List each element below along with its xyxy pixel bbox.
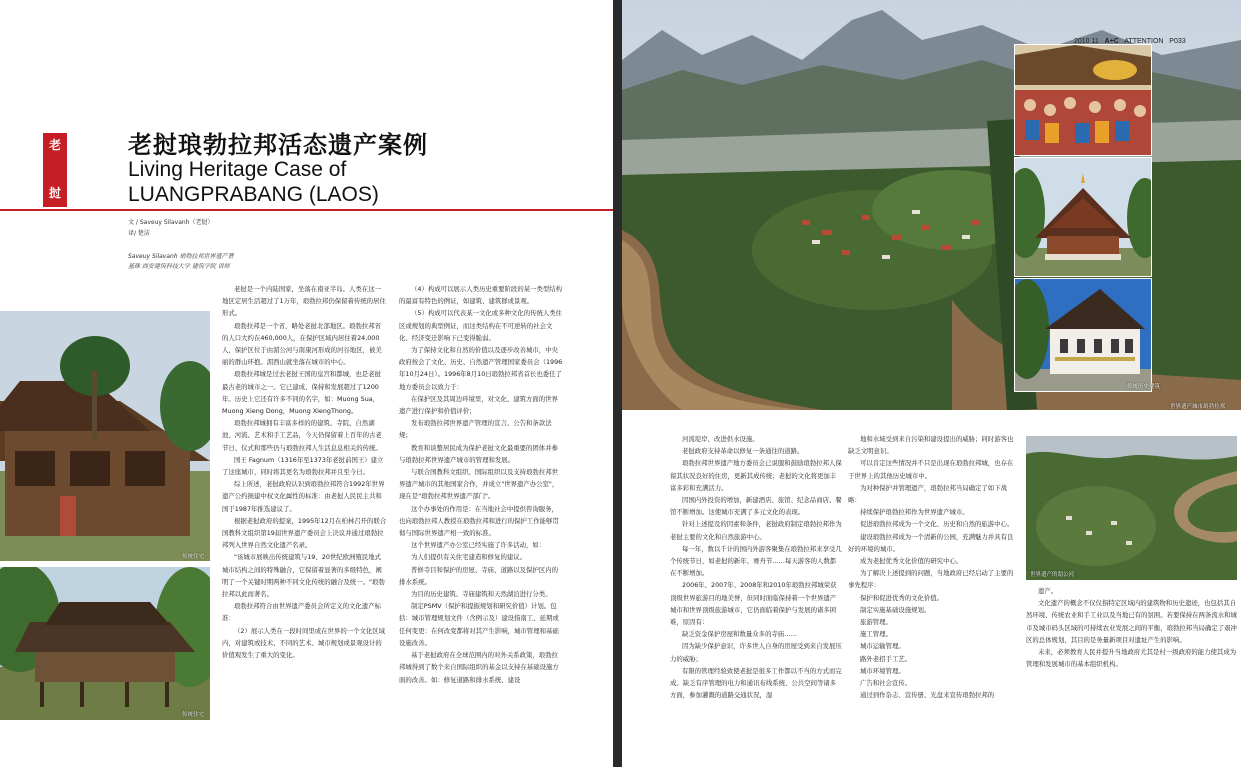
left-text-column-2 [399,283,564,723]
title-chinese: 老挝琅勃拉邦活态遗产案例 [128,131,428,159]
paragraph: 河流堤岸、改进供水设施。 [682,435,759,443]
traditional-house-photo-2 [0,567,210,720]
paragraph: 琅勃拉邦城是过去老挝王国的皇宫和都城，也是老挝最古老的城市之一。它已建成、保持和发展超过了1200年。历史上它还有许多不同的名字，如：Muong Sua，Muong Xieng Dong，Muong XiengThong。 [222,370,381,416]
paragraph: 通过到作杂志、宣传册、光盘来宣传琅勃拉邦的 [860,691,995,700]
header-page-number: P033 [1169,38,1186,45]
photo-caption-1: 传统住宅 [182,554,205,560]
running-header [1074,38,1186,45]
paragraph: 旅游管理。 [860,618,892,627]
colonial-building-photo [1014,278,1152,392]
title-english-line1: Living Heritage Case of [128,158,347,181]
paragraph: （2）展示人类在一段时间里或在世界的一个文化区域内，对建筑或技术、不同的艺术、城市规划或景观设计的价值观发生了重大的变化。 [222,626,386,660]
left-page [0,0,613,767]
paragraph: 基于老挝政府在全球范围内的对外关系政策，琅勃拉邦城得到了数个来自国际组织的基金以支持在基础设施方面的改善。如：修复道路和排水系统、建设 [399,651,559,684]
paragraph: 因为缺少保护意识，许多世人自身的房屋受到来自发展压力的威胁； [670,642,842,663]
paragraph: 成为老挝优秀文化价值的研究中心。 [860,557,963,566]
paragraph: 老挝政府支持革命以修复一条通往的道路。 [682,447,804,456]
paragraph: 琅勃拉邦城拥有丰富多样的的建筑、寺院、自然湖池、河流、艺术和手工艺品，今天仍保留着上百年的古老节日、仪式和那些仍与琅勃拉邦人生活息息相关的传统。 [222,419,382,452]
right-page [622,0,1241,767]
paragraph: 文化遗产的概念不仅仅指特定区域内的建筑物和历史遗迹，也包括其自然环境、传统农业和手工业以及当地已有的氛围。若要保持在两条流水和城市及城市码头区域的可持续农业发展之间的平衡，琅勃拉邦当局确定了艰冲区的总体规划，其目的是务量新项目对遗址产生的影响。 [1026,599,1237,644]
title-english-line2: LUANGPRABANG (LAOS) [128,183,379,206]
paragraph: 因国内外投资的增加，新建酒店、旅馆、纪念品商店、餐馆不断增加。这使城市充满了多元文化的表现。 [670,496,842,517]
photo-caption-2: 传统住宅 [182,712,205,718]
paragraph: 普修寺目和保护的房屋、寺庙、道路以及保护区内的排水系统。 [399,565,558,586]
paragraph: 与联合国教科文组织、国际组织以及支持琅勃拉邦世界遗产城市的其他国家合作，并成立"世界遗产办公室"，现在是"琅勃拉邦世界遗产部门"。 [399,468,559,501]
paragraph: 为了解决上述提到的问题，当地政府已经启动了主要的事先程序： [848,569,1014,590]
header-brand: A+C [1104,38,1119,45]
header-date: 2010 11 [1074,38,1099,45]
paragraph: 制定PSMV（保护和提振规划和研究价值）计划。包括：城市管理规划文件（含例示及）建设指南工、延期或任何变更：在何改变都将对其产生影响，城市管理和基础设施改善。 [399,602,559,647]
paragraph: "该城市展映出传统建筑与19、20世纪欧洲殖民地式城市结构之间的特殊融合，它保留着显著的多级特色，阐明了一个关键时期两种不同文化传统的融合及统一。"琅勃拉邦以此而著名。 [222,553,385,599]
main-photo-caption: 世界遗产城市琅勃拉邦 [1170,404,1226,410]
paragraph: 施工管理。 [860,630,892,639]
paragraph: 促进琅勃拉邦成为一个文化、历史和自然的旅游中心。 [860,520,1014,529]
paragraph: 教育和谈整居民成为保护老挝文化最重要的团体并参与琅勃拉邦世界遗产城市的管理和发展。 [399,443,558,464]
header-section: ATTENTION [1124,38,1164,45]
river-photo-caption: 世界遗产的湄公河 [1030,572,1075,578]
paragraph: 这个世界遗产办公室已经实施了许多活动，如： [411,541,546,550]
festival-photo [1014,44,1152,156]
author-bio-2: 基珠 西安建筑科技大学 建筑学院 讲师 [128,263,230,270]
paragraph: 2006年、2007年、2008年和2010年琅勃拉邦城荣获顶级世界旅游目的地美誉，但同时面临保持着一个世界遗产城市和世界顶级旅游城市，它仍面临着保护与发展的诸多困难，原因有： [670,581,837,627]
paragraph: 为了保持文化和自然的价值以及逐步改善城市，中央政府按会了文化、历史、自然遗产管理国家委员会（1996年10月24日）。1996年8月10日琅勃拉邦省首长也委任了地方委员会以致力于： [399,346,563,391]
tab-char-1: 老 [48,138,61,152]
paragraph: 保护和促进优秀的文化价值。 [860,593,944,602]
paragraph: 缺乏资金保护房屋和数量众多的寺庙…… [682,630,798,639]
paragraph: 持续保护琅勃拉邦作为世界遗产城市。 [860,508,969,517]
byline-translator: 译/ 楚洁 [128,230,150,237]
paragraph: 琅勃拉邦是一个省，略处老挝北部地区。琅勃拉邦省的人口大约在460,000人，在保护区域内居住着24,000人，保护区位于由湄公河与南康河形成的河谷地区，被美丽的群山环抱。湄西山就坐落在城市的中心。 [222,321,382,367]
paragraph: 根据老挝政府的提案，1995年12月在柏林召开的联合国教科文组织第19届世界遗产委员会上决议并通过琅勃拉邦列入世界自然文化遗产名录。 [222,516,387,550]
paragraph: （4）构成可以展示人类历史重要阶段的某一类型结构的最富有特色的例证，如建筑、建筑群或景观。 [399,285,563,306]
vertical-country-tab [43,133,67,207]
paragraph: 为人们提供有关住宅建造和修复的建议。 [411,553,527,562]
paragraph: 为目的历史建筑、寺庙建筑和天然湖泊进行分类。 [411,590,552,599]
paragraph: 综上所述，老挝政府认识到琅勃拉邦符合1992年世界遗产公约损建中权文化属性的标准：由老挝人民民主共和国于1987年推选建议了。 [222,480,385,513]
paragraph: 琅勃拉邦符合由世界遗产委员会所定义的文化遗产标准： [222,602,381,623]
paragraph: 制定实施基础设施规划。 [860,605,931,614]
left-text-column-1 [222,283,387,723]
paragraph: 有限的管理经验致使老挝是很多工作都以不当的方式而完成。缺乏有序管理的电力和通讯布线系统、公共空间等诸多方面，参加灌溉的道路交通状况，湿 [670,666,842,700]
paragraph: 老挝是一个内陆国家，坐落在南亚半岛。人类在这一地区定居生活超过了1万年，琅勃拉邦仍保留着传统的居住形式。 [222,285,386,318]
paragraph: 每一年，数以千计的国内外游客聚集在琅勃拉邦来享受几个传统节日，如老挝的新年、赛舟节……每天游客的人数都在不断增加。 [670,544,842,578]
traditional-house-photo-1 [0,311,210,561]
paragraph: 遗产。 [1038,587,1058,595]
paragraph: 广告和社会宣传。 [860,679,912,688]
paragraph: 琅勃拉邦世界遗产地方委员会已说服和鼓励琅勃拉邦人保留其状况良好的住房，更新其成传统；老挝的文化将更加丰富多彩和充满活力。 [670,459,842,492]
temple-photo [1014,157,1152,277]
paragraph: 可以肯定这些情况并不只是出现在琅勃拉邦城，也存在于世界上的其他历史城市中。 [848,459,1014,480]
author-bio-1: Saveuy Silavanh 琅勃拉邦世界遗产署 [128,253,234,260]
paragraph: 针对上述提及的因素和条件，老挝政府制定琅勃拉邦作为老挝主要的文化和自然旅游中心。 [670,520,842,541]
right-text-column-3 [1026,585,1237,735]
right-text-column-2 [848,433,1018,743]
paragraph: 这个办事处的作用是：在当地社会中提供咨询服务，也向琅勃拉邦人教授在琅勃拉邦和进行的保护工作能够贯彻与国际世界遗产相一致的标准。 [399,504,559,538]
paragraph: 路外老招手工艺。 [860,654,912,663]
paragraph: 未来，必须教育人民并提升当地政府尤其是村一级政府的能力使其成为管理和发展城市的基本组织机构。 [1026,648,1237,669]
paragraph: 城市环境管理。 [860,666,905,675]
paragraph: 地和水域受到来自污染和建设提出的威胁；同时游客也缺乏文明意识。 [848,435,1014,456]
right-text-column-1 [670,433,842,743]
title-rule [0,209,613,211]
byline-author: 文 / Saveuy Silavanh（老挝） [128,219,214,226]
paragraph: 国王 Fagnum（1316年至1373年老挝前国王）建立了这座城市，同时将其更名为琅勃拉邦并且至今日。 [222,455,384,477]
paragraph: （5）构成可以代表某一文化或多种文化的传统人类住区或规划的典型例证，而这类结构在不可逆转的社会文化、经济变迁影响下已变得脆弱。 [399,309,563,342]
paragraph: 发布琅勃拉邦世界遗产管理的宣言、公告和条款法规； [399,419,552,440]
mekong-river-photo [1026,436,1237,580]
side-photo-caption: 传统历史建筑 [1127,384,1161,390]
paragraph: 为对种保护并管理遗产，琅勃拉邦当局确定了如下战略： [848,483,1007,505]
paragraph: 在保护区及其周边环境里，对文化、建筑方面的世界遗产进行保护和价值评价； [399,394,558,416]
tab-char-2: 挝 [48,186,61,200]
paragraph: 建设琅勃拉邦成为一个清新的公园，充满魅力并具有良好的环境的城市。 [848,532,1014,553]
paragraph: 城市运输管理。 [860,642,905,651]
